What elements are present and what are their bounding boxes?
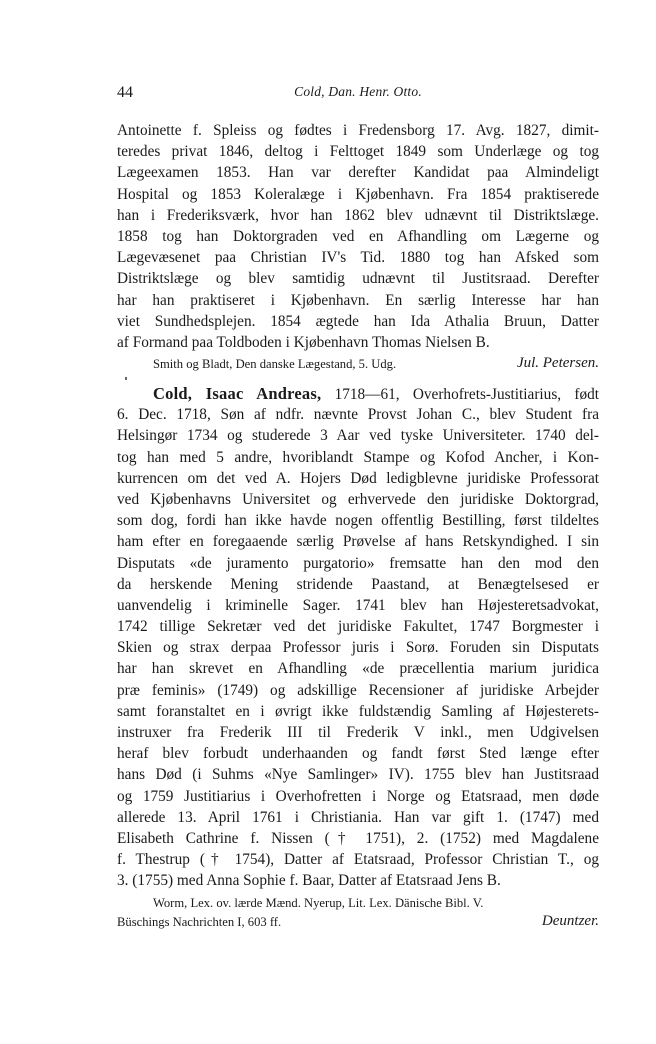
sources-line: Worm, Lex. ov. lærde Mænd. Nyerup, Lit. Lex. Dänische Bibl. V. [153,895,484,910]
body-line: præ feminis» (1749) og adskillige Recensioner af juridiske Arbejder [117,681,599,699]
body-line: Disputats «de juramento purgatorio» fremsatte han den mod den [117,554,599,572]
body-line: Elisabeth Cathrine f. Nissen († 1751), 2. (1752) med Magdalene [117,829,599,847]
body-line: viet Sundhedsplejen. 1854 ægtede han Ida Athalia Bruun, Datter [117,312,599,330]
entry-cold-dan-henr-otto [117,120,599,374]
body-line: har han skrevet en Afhandling «de præcellentia marium juridica [117,660,599,678]
stray-ink-mark [125,377,127,380]
sources-line: Smith og Bladt, Den danske Lægestand, 5. Udg. [153,357,397,372]
body-line: allerede 13. April 1761 i Christiania. Han var gift 1. (1747) med [117,808,599,826]
body-line: heraf blev forbudt underhaanden og fandt først Sted længe efter [117,745,599,763]
body-line: da herskende Mening stridende Paastand, at Benægtelsesed er [117,575,599,593]
body-line: 6. Dec. 1718, Søn af ndfr. nævnte Provst Johan C., blev Student fra [117,406,599,424]
body-line: han i Frederiksværk, hvor han 1862 blev udnævnt til Distriktslæge. [117,206,599,224]
body-line: hans Død (i Suhms «Nye Samlinger» IV). 1755 blev han Justitsraad [117,766,599,784]
entry-first-line [117,383,599,404]
body-line: Lægeexamen 1853. Han var derefter Kandidat paa Almindeligt [117,164,599,182]
body-line: Antoinette f. Spleiss og fødtes i Fredensborg 17. Avg. 1827, dimit- [117,122,599,139]
body-line: Helsingør 1734 og studerede 3 Aar ved tyske Universiteter. 1740 del- [117,427,599,445]
body-line: 1742 tillige Sekretær ved det juridiske Fakultet, 1747 Borgmester i [117,618,599,636]
first-line-text: 1718—61, Overhofrets-Justitiarius, født [321,386,599,403]
author-signature: Jul. Petersen. [516,355,599,372]
page-header [117,84,599,106]
body-line: 1858 tog han Doktorgraden ved en Afhandling om Lægerne og [117,227,599,245]
body-line: Distriktslæge og blev samtidig udnævnt til Justitsraad. Derefter [117,270,599,288]
sources-block [117,894,599,932]
headword: Cold, Isaac Andreas, [153,384,322,403]
running-head: Cold, Dan. Henr. Otto. [294,84,422,99]
body-line: kurrencen om det ved A. Hojers Død ledigblevne juridiske Professorat [117,469,599,487]
body-line: har han praktiseret i Kjøbenhavn. En særlig Interesse har han [117,291,599,309]
body-line: tog han med 5 andre, hvoriblandt Stampe og Kofod Ancher, i Kon- [117,448,599,466]
body-line: ham efter en foregaaende særlig Prøvelse af hans Retskyndighed. I sin [117,533,599,551]
body-line: Lægevæsenet paa Christian IV's Tid. 1880 tog han Afsked som [117,249,599,267]
body-line: som dog, fordi han ikke havde nogen offentlig Bestilling, først tildeltes [117,512,599,530]
page-number: 44 [117,84,133,101]
body-line: af Formand paa Toldboden i Kjøbenhavn Thomas Nielsen B. [117,333,490,351]
body-line: samt foranstaltet en i øvrigt ikke fuldstændig Samling af Højesterets- [117,702,599,720]
body-line: og 1759 Justitiarius i Overhofretten i Norge og Etatsraad, men døde [117,787,599,805]
body-line: instruxer fra Frederik III til Frederik V inkl., men Udgivelsen [117,724,599,741]
body-line: 3. (1755) med Anna Sophie f. Baar, Datter af Etatsraad Jens B. [117,872,501,890]
body-line: Skien og strax derpaa Professor juris i Sorø. Foruden sin Disputats [117,639,599,657]
author-signature: Deuntzer. [541,912,599,929]
body-line: ved Kjøbenhavns Universitet og erhvervede den juridiske Doktorgrad, [117,490,599,508]
body-line: Hospital og 1853 Koleralæge i Kjøbenhavn. Fra 1854 praktiserede [117,185,599,203]
body-line: f. Thestrup († 1754), Datter af Etatsraad, Professor Christian T., og [117,851,599,869]
body-line: uanvendelig i kriminelle Sager. 1741 blev han Højesteretsadvokat, [117,596,599,614]
sources-block [117,355,599,374]
body-line: teredes privat 1846, deltog i Felttoget 1849 som Underlæge og tog [117,143,599,161]
entry-cold-isaac-andreas [117,383,599,932]
sources-line: Büschings Nachrichten I, 603 ff. [117,914,282,929]
